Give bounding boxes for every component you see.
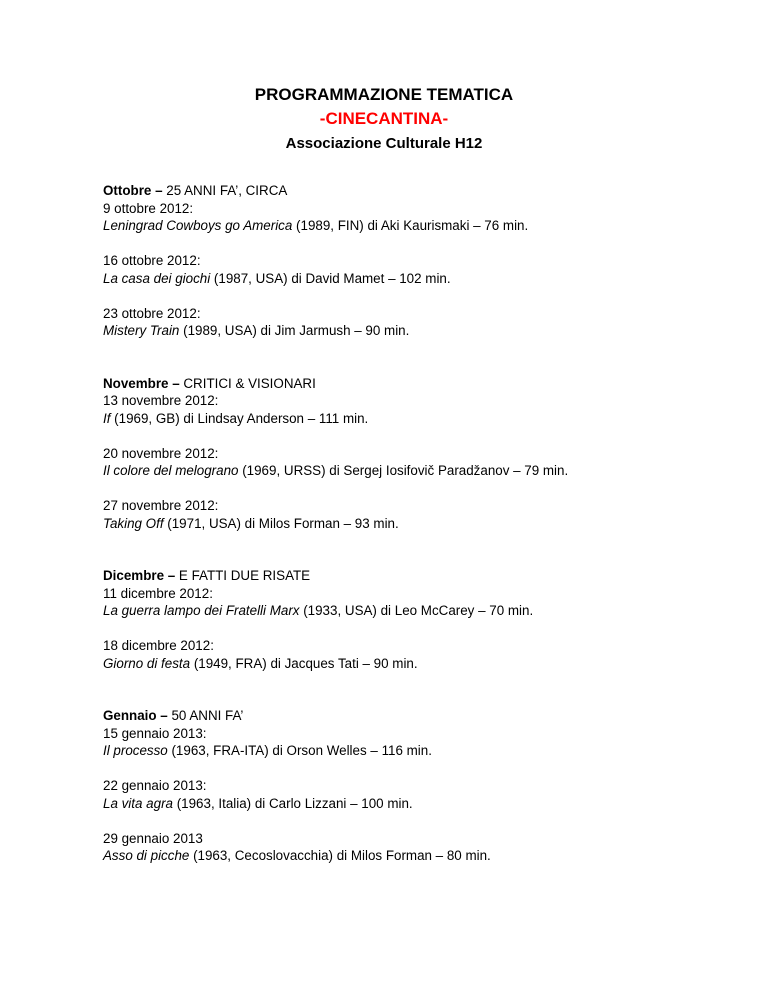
film-title: Leningrad Cowboys go America — [103, 218, 293, 233]
film-title: Il colore del melograno — [103, 463, 239, 478]
film-entry — [103, 830, 703, 865]
month-name: Ottobre – — [103, 183, 163, 198]
month-heading — [103, 375, 703, 393]
film-title: If — [103, 410, 111, 426]
screening-date: 20 novembre 2012: — [103, 445, 219, 461]
film-title: La guerra lampo dei Fratelli Marx — [103, 603, 300, 618]
film-details — [103, 410, 703, 428]
film-title: Asso di picche — [103, 848, 190, 863]
month-name: Novembre – — [103, 375, 180, 391]
film-entry — [103, 200, 703, 235]
film-entry — [103, 725, 703, 760]
month-theme: 50 ANNI FA’ — [167, 708, 244, 723]
film-info: (1933, USA) di Leo McCarey – 70 min. — [299, 603, 534, 618]
film-title: La vita agra — [103, 795, 173, 811]
screening-date: 27 novembre 2012: — [103, 498, 219, 513]
film-details — [103, 742, 703, 760]
film-info: (1963, FRA-ITA) di Orson Welles – 116 min. — [167, 743, 432, 758]
month-section-gennaio — [103, 707, 703, 865]
film-entry — [103, 252, 703, 287]
month-heading — [103, 567, 703, 585]
month-theme: E FATTI DUE RISATE — [175, 568, 311, 583]
film-details — [103, 270, 703, 288]
film-info: (1987, USA) di David Mamet – 102 min. — [210, 270, 451, 286]
month-heading — [103, 707, 703, 725]
film-info: (1971, USA) di Milos Forman – 93 min. — [163, 515, 399, 531]
document-title: PROGRAMMAZIONE TEMATICA — [254, 85, 514, 104]
film-title: La casa dei giochi — [103, 270, 211, 286]
month-heading — [103, 182, 703, 200]
film-details — [103, 847, 703, 865]
film-details — [103, 515, 703, 533]
document-header — [0, 84, 768, 154]
film-title: Mistery Train — [103, 323, 180, 338]
screening-date: 9 ottobre 2012: — [103, 200, 194, 216]
month-section-dicembre — [103, 567, 703, 672]
film-details — [103, 462, 703, 480]
film-entry — [103, 445, 703, 480]
film-details — [103, 655, 703, 673]
document-subtitle: -CINECANTINA- — [319, 109, 449, 128]
film-entry — [103, 777, 703, 812]
month-theme: CRITICI & VISIONARI — [179, 375, 316, 391]
screening-date: 16 ottobre 2012: — [103, 253, 201, 268]
film-info: (1949, FRA) di Jacques Tati – 90 min. — [190, 655, 418, 671]
film-title: Taking Off — [103, 515, 164, 531]
film-info: (1969, GB) di Lindsay Anderson – 111 min. — [110, 410, 369, 426]
film-entry — [103, 305, 703, 340]
screening-date: 29 gennaio 2013 — [103, 830, 203, 846]
month-section-ottobre — [103, 182, 703, 340]
film-details — [103, 217, 703, 235]
screening-date: 22 gennaio 2013: — [103, 778, 207, 793]
film-entry — [103, 585, 703, 620]
film-title: Giorno di festa — [103, 655, 191, 671]
film-entry — [103, 637, 703, 672]
month-name: Gennaio – — [103, 708, 168, 723]
film-entry — [103, 497, 703, 532]
screening-date: 15 gennaio 2013: — [103, 725, 207, 741]
screening-date: 23 ottobre 2012: — [103, 305, 201, 321]
month-theme: 25 ANNI FA’, CIRCA — [162, 183, 288, 198]
association-name: Associazione Culturale H12 — [285, 135, 483, 152]
film-info: (1989, USA) di Jim Jarmush – 90 min. — [179, 323, 410, 338]
film-entry — [103, 392, 703, 427]
film-details — [103, 602, 703, 620]
film-title: Il processo — [103, 743, 168, 758]
film-info: (1969, URSS) di Sergej Iosifovič Paradžanov – 79 min. — [238, 463, 569, 478]
film-info: (1963, Cecoslovacchia) di Milos Forman – 80 min. — [189, 848, 491, 863]
film-details — [103, 322, 703, 340]
program-schedule — [103, 182, 703, 900]
screening-date: 13 novembre 2012: — [103, 393, 219, 408]
month-section-novembre — [103, 375, 703, 533]
film-info: (1989, FIN) di Aki Kaurismaki – 76 min. — [292, 218, 529, 233]
film-details — [103, 795, 703, 813]
screening-date: 11 dicembre 2012: — [103, 585, 213, 601]
screening-date: 18 dicembre 2012: — [103, 638, 214, 653]
film-info: (1963, Italia) di Carlo Lizzani – 100 min. — [172, 795, 413, 811]
month-name: Dicembre – — [103, 568, 176, 583]
